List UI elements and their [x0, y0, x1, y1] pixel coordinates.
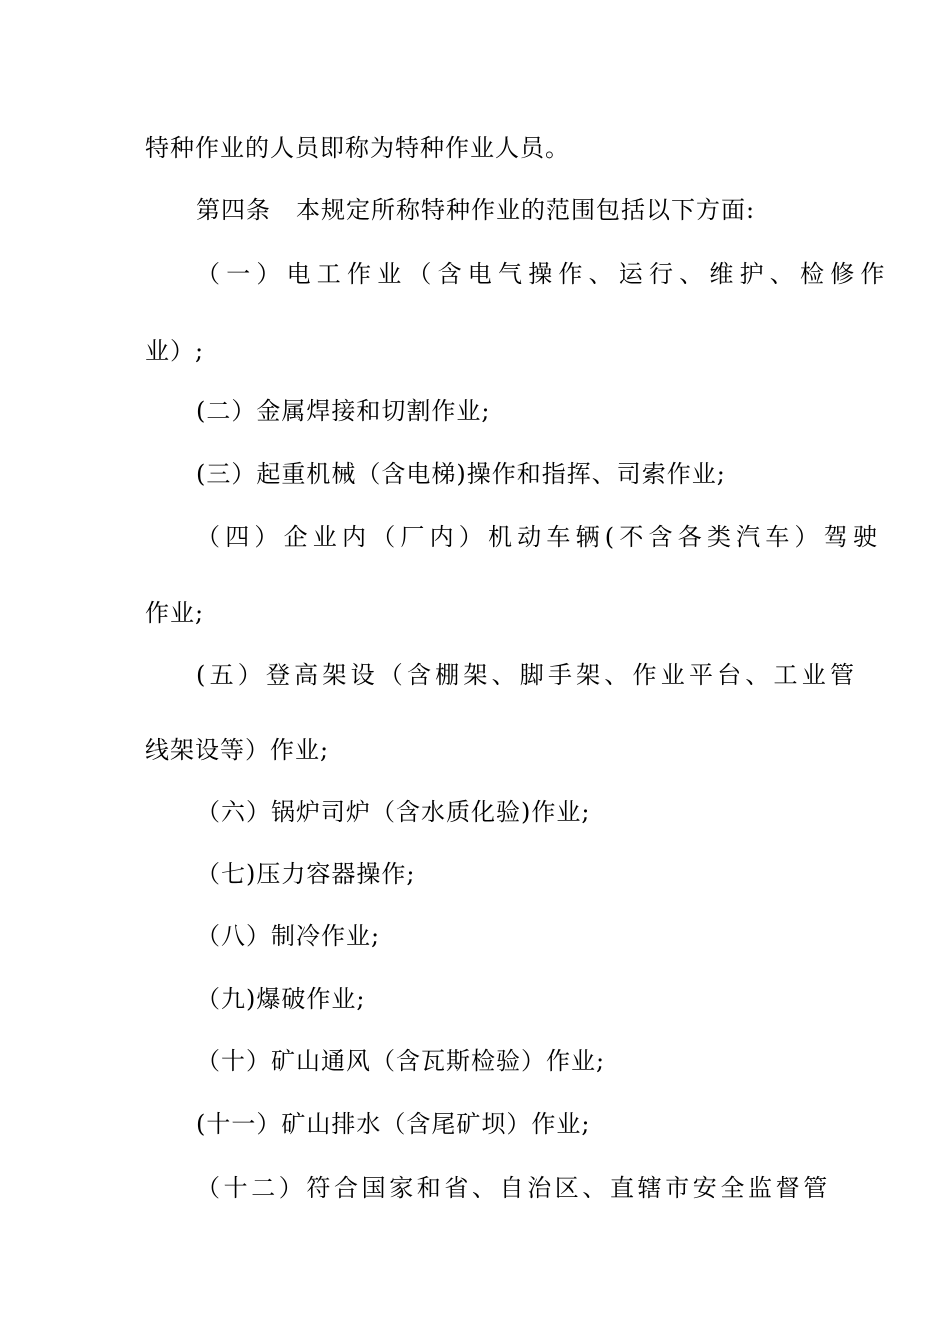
list-item-5-line: (五）登高架设（含棚架、脚手架、作业平台、工业管: [196, 661, 859, 689]
article-heading-line: 第四条 本规定所称特种作业的范围包括以下方面:: [196, 196, 756, 224]
list-item-2-line: (二）金属焊接和切割作业;: [196, 397, 491, 425]
list-item-9-line: （九)爆破作业;: [196, 985, 366, 1013]
list-item-5-continuation: 线架设等）作业;: [145, 736, 330, 764]
list-item-1-continuation: 业）;: [145, 337, 205, 365]
list-item-11-line: (十一）矿山排水（含尾矿坝）作业;: [196, 1110, 591, 1138]
list-item-4-line: （四）企业内（厂内）机动车辆(不含各类汽车）驾驶: [196, 523, 883, 551]
list-item-12-line: （十二）符合国家和省、自治区、直辖市安全监督管: [196, 1174, 831, 1202]
list-item-6-line: （六）锅炉司炉（含水质化验)作业;: [196, 798, 591, 826]
list-item-10-line: （十）矿山通风（含瓦斯检验）作业;: [196, 1047, 606, 1075]
list-item-4-continuation: 作业;: [145, 599, 205, 627]
list-item-7-line: （七)压力容器操作;: [196, 860, 416, 888]
list-item-1-line: （一）电工作业（含电气操作、运行、维护、检修作: [196, 260, 891, 288]
list-item-3-line: (三）起重机械（含电梯)操作和指挥、司索作业;: [196, 460, 726, 488]
paragraph-line: 特种作业的人员即称为特种作业人员。: [145, 134, 570, 162]
list-item-8-line: （八）制冷作业;: [196, 922, 381, 950]
